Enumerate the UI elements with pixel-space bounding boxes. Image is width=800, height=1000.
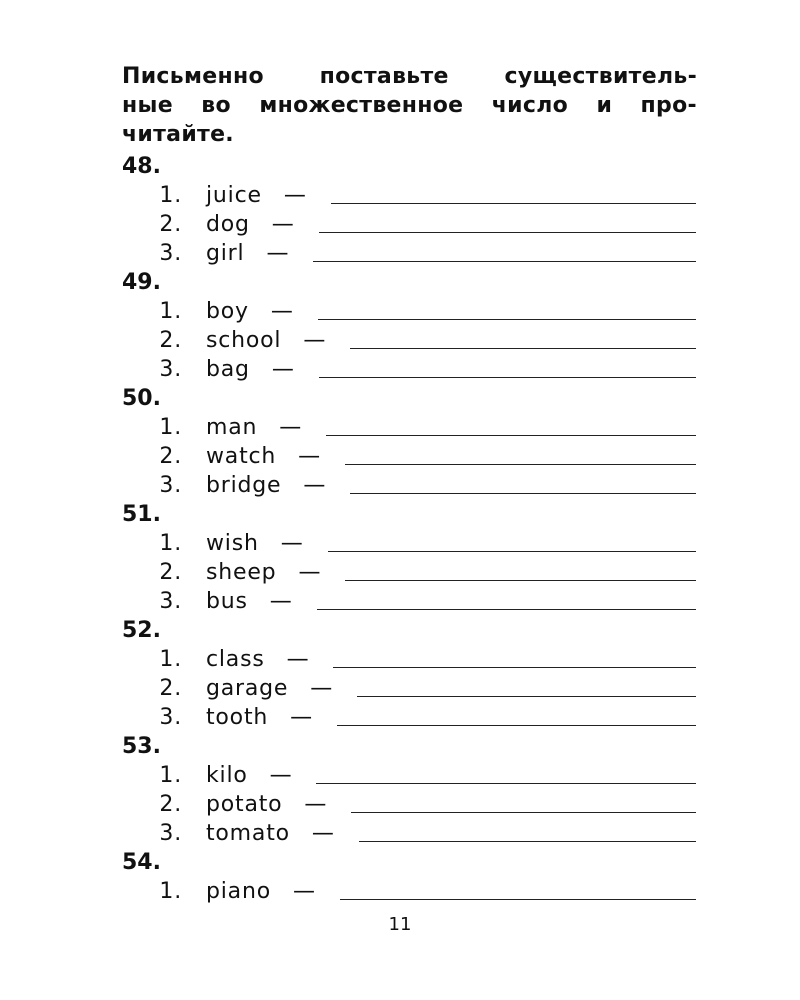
item-dash: — <box>271 212 295 237</box>
exercise-item <box>0 587 800 616</box>
instruction-line <box>122 91 697 120</box>
instruction-line <box>122 120 697 149</box>
answer-blank-line[interactable] <box>328 535 696 552</box>
answer-blank-line[interactable] <box>350 477 696 494</box>
item-index: 3. <box>159 473 182 498</box>
exercise-item <box>0 471 800 500</box>
answer-blank-line[interactable] <box>319 216 696 233</box>
exercise-item <box>0 326 800 355</box>
exercise-item <box>0 355 800 384</box>
item-index: 2. <box>159 444 182 469</box>
exercise-item <box>0 210 800 239</box>
answer-blank-line[interactable] <box>313 245 696 262</box>
answer-blank-line[interactable] <box>319 361 696 378</box>
item-index: 3. <box>159 357 182 382</box>
exercise-item <box>0 703 800 732</box>
instruction-word: существитель- <box>504 64 697 89</box>
item-dash: — <box>283 183 307 208</box>
item-word: bag <box>206 357 250 382</box>
item-word: watch <box>206 444 277 469</box>
item-index: 3. <box>159 705 182 730</box>
item-index: 3. <box>159 821 182 846</box>
item-word: piano <box>206 879 271 904</box>
item-index: 2. <box>159 212 182 237</box>
exercise-item <box>0 413 800 442</box>
item-word: bridge <box>206 473 282 498</box>
instruction-word: во <box>201 93 231 118</box>
item-dash: — <box>310 676 334 701</box>
item-index: 3. <box>159 241 182 266</box>
item-word: dog <box>206 212 250 237</box>
item-dash: — <box>290 705 313 730</box>
answer-blank-line[interactable] <box>345 448 696 465</box>
item-dash: — <box>311 821 335 846</box>
item-index: 1. <box>159 763 182 788</box>
item-index: 1. <box>159 531 182 556</box>
item-index: 2. <box>159 676 182 701</box>
instruction-word: множественное <box>259 93 464 118</box>
item-word: tomato <box>206 821 290 846</box>
answer-blank-line[interactable] <box>331 187 696 204</box>
item-dash: — <box>286 647 310 672</box>
exercise-item <box>0 442 800 471</box>
exercise-item <box>0 529 800 558</box>
item-dash: — <box>303 473 327 498</box>
answer-blank-line[interactable] <box>318 303 696 320</box>
item-word: man <box>206 415 258 440</box>
instruction-word: поставьте <box>319 64 449 89</box>
answer-blank-line[interactable] <box>357 680 696 697</box>
answer-blank-line[interactable] <box>359 825 696 842</box>
item-word: potato <box>206 792 283 817</box>
item-index: 1. <box>159 647 182 672</box>
item-dash: — <box>280 531 304 556</box>
exercise-number: 53. <box>122 734 161 759</box>
exercise-item <box>0 761 800 790</box>
instruction-line <box>122 62 697 91</box>
item-dash: — <box>292 879 316 904</box>
item-dash: — <box>269 763 293 788</box>
exercise-instruction <box>122 62 697 149</box>
answer-blank-line[interactable] <box>340 883 696 900</box>
exercise-list <box>0 152 800 906</box>
exercise-number: 48. <box>122 154 161 179</box>
answer-blank-line[interactable] <box>317 593 696 610</box>
item-index: 3. <box>159 589 182 614</box>
exercise-item <box>0 819 800 848</box>
item-dash: — <box>279 415 303 440</box>
item-word: wish <box>206 531 259 556</box>
exercise-item <box>0 645 800 674</box>
item-word: sheep <box>206 560 277 585</box>
exercise-number: 51. <box>122 502 161 527</box>
item-word: bus <box>206 589 248 614</box>
item-dash: — <box>303 328 327 353</box>
item-index: 2. <box>159 328 182 353</box>
answer-blank-line[interactable] <box>316 767 696 784</box>
exercise-item <box>0 297 800 326</box>
page-number: 11 <box>388 914 412 935</box>
item-word: juice <box>206 183 262 208</box>
item-word: class <box>206 647 265 672</box>
item-dash: — <box>271 357 295 382</box>
item-word: garage <box>206 676 289 701</box>
answer-blank-line[interactable] <box>350 332 696 349</box>
exercise-number: 52. <box>122 618 161 643</box>
exercise-item <box>0 558 800 587</box>
instruction-word: Письменно <box>122 64 264 89</box>
exercise-item <box>0 674 800 703</box>
answer-blank-line[interactable] <box>351 796 696 813</box>
item-word: girl <box>206 241 245 266</box>
item-index: 1. <box>159 183 182 208</box>
exercise-item <box>0 239 800 268</box>
item-index: 1. <box>159 415 182 440</box>
exercise-number: 50. <box>122 386 161 411</box>
answer-blank-line[interactable] <box>345 564 696 581</box>
answer-blank-line[interactable] <box>337 709 696 726</box>
item-dash: — <box>269 589 293 614</box>
item-index: 1. <box>159 299 182 324</box>
exercise-item <box>0 790 800 819</box>
instruction-word: и <box>596 93 613 118</box>
item-word: school <box>206 328 282 353</box>
answer-blank-line[interactable] <box>333 651 696 668</box>
exercise-item <box>0 877 800 906</box>
item-index: 1. <box>159 879 182 904</box>
item-index: 2. <box>159 792 182 817</box>
item-dash: — <box>298 560 322 585</box>
answer-blank-line[interactable] <box>326 419 696 436</box>
instruction-word: про- <box>640 93 697 118</box>
item-word: kilo <box>206 763 248 788</box>
item-word: boy <box>206 299 249 324</box>
instruction-word: читайте. <box>122 122 234 147</box>
exercise-item <box>0 181 800 210</box>
item-word: tooth <box>206 705 269 730</box>
exercise-number: 49. <box>122 270 161 295</box>
item-dash: — <box>266 241 290 266</box>
item-dash: — <box>304 792 328 817</box>
exercise-number: 54. <box>122 850 161 875</box>
item-dash: — <box>270 299 294 324</box>
instruction-word: ные <box>122 93 173 118</box>
instruction-word: число <box>491 93 569 118</box>
item-index: 2. <box>159 560 182 585</box>
item-dash: — <box>298 444 321 469</box>
